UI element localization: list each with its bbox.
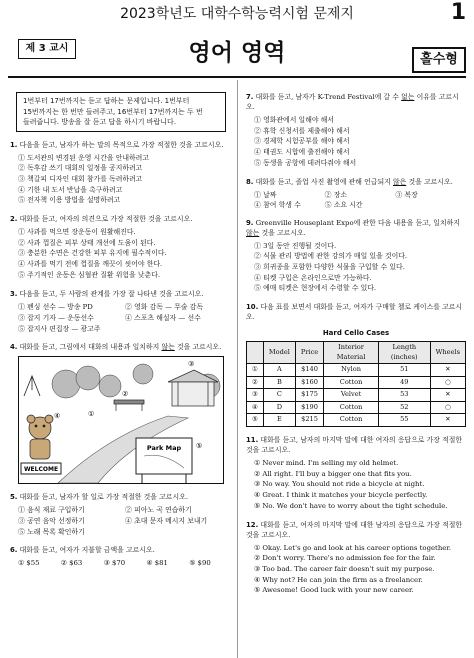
option-1[interactable]: ① $55 (18, 558, 40, 567)
option-5[interactable]: ⑤ Awesome! Good luck with your new career. (254, 586, 414, 595)
question-11: 11. 대화를 듣고, 남자의 마지막 말에 대한 여자의 응답으로 가장 적절한 것을 고르시오. ① Never mind. I'm selling my old helmet. ② All right. I'll buy a bigger one that fits you. ③ No way. You should not ride a bicycle at night. ④ Great. I think it matches your bicycle perfectly. ⑤ No. We don't have to worry about the tight schedule. (246, 435, 466, 512)
question-7: 7. 대화를 듣고, 남자가 K-Trend Festival에 갈 수 없는 이유를 고르시오. ① 영화관에서 일해야 해서 ② 휴학 신청서를 제출해야 해서 ③ 경제학 시험공부를 해야 해서 ④ 태권도 시합에 출전해야 해서 ⑤ 동생을 공항에 데려다줘야 해서 (246, 92, 466, 169)
column-header: Wheels (430, 342, 465, 364)
question-4: 4. 대화를 듣고, 그림에서 대화의 내용과 일치하지 않는 것을 고르시오. WELCOME Park Map ① ② ③ ④ ⑤ (10, 342, 232, 484)
question-2: 2. 대화를 듣고, 여자의 의견으로 가장 적절한 것을 고르시오. ① 사과를 먹으면 장운동이 원활해진다. ② 사과 껍질은 피부 상태 개선에 도움이 된다. ③ 충분한 수면은 건강한 피부 유지에 필수적이다. ④ 사과를 먹기 전에 껍질을 깨끗이 씻어야 한다. ⑤ 주기적인 운동은 심혈관 질환 위험을 낮춘다. (10, 214, 232, 281)
question-stem: 대화를 듣고, 남자가 할 일로 가장 적절한 것을 고르시오. (19, 492, 188, 501)
cello-case-table (246, 341, 466, 427)
subject-title: 영어 영역 (188, 40, 286, 66)
listening-notice: 1번부터 17번까지는 듣고 답하는 문제입니다. 1번부터 15번까지는 한 번만 들려주고, 16번부터 17번까지는 두 번 들려줍니다. 방송을 잘 듣고 답을 하시기 바랍니다. (16, 92, 226, 132)
picture-label-1: ① (88, 409, 95, 418)
option-4[interactable]: ④ $81 (146, 558, 168, 567)
table-row[interactable]: ⑤ E $215 Cotton 55 ✕ (247, 414, 466, 427)
column-divider (237, 80, 238, 658)
picture-label-5: ⑤ (196, 441, 203, 450)
option-5[interactable]: ⑤ 동생을 공항에 데려다줘야 해서 (254, 158, 357, 167)
option-1[interactable]: ① 3일 동안 진행될 것이다. (254, 241, 337, 250)
option-3[interactable]: ③ Too bad. The career fair doesn't suit my purpose. (254, 564, 435, 573)
table-row[interactable]: ③ C $175 Velvet 53 ✕ (247, 389, 466, 402)
option-3[interactable]: ③ 책갈피 디자인 대회 참가를 독려하려고 (18, 174, 143, 183)
park-illustration (18, 356, 228, 484)
option-1[interactable]: ① 날짜 (254, 190, 277, 199)
question-6: 6. 대화를 듣고, 여자가 지불할 금액을 고르시오. ① $55 ② $63 ③ $70 ④ $81 ⑤ $90 (10, 545, 232, 568)
right-column (246, 82, 466, 596)
option-2[interactable]: ② 휴학 신청서를 제출해야 해서 (254, 126, 350, 135)
option-4[interactable]: ④ 티켓 구입은 온라인으로만 가능하다. (254, 273, 372, 282)
question-stem: 대화를 듣고, 여자의 마지막 말에 대한 남자의 응답으로 가장 적절한 것을 고르시오. (246, 520, 463, 539)
option-3[interactable]: ③ 충분한 수면은 건강한 피부 유지에 필수적이다. (18, 249, 167, 258)
exam-title: 2023학년도 대학수학능력시험 문제지 (120, 6, 354, 22)
option-2[interactable]: ② 영화 감독 — 무술 감독 (125, 302, 203, 311)
option-5[interactable]: ⑤ No. We don't have to worry about the tight schedule. (254, 501, 448, 510)
option-3[interactable]: ③ 희귀종을 포함한 다양한 식물을 구입할 수 있다. (254, 262, 405, 271)
column-header: Price (295, 342, 323, 364)
question-8: 8. 대화를 듣고, 졸업 사진 촬영에 관해 언급되지 않은 것을 고르시오. ① 날짜 ② 장소 ③ 복장 ④ 참여 학생 수 ⑤ 소요 시간 (246, 177, 466, 210)
option-4[interactable]: ④ Great. I think it matches your bicycle perfectly. (254, 491, 428, 500)
option-1[interactable]: ① Never mind. I'm selling my old helmet. (254, 459, 399, 467)
question-3: 3. 다음을 듣고, 두 사람의 관계를 가장 잘 나타낸 것을 고르시오. ① 펜싱 선수 — 방송 PD ② 영화 감독 — 무술 감독 ③ 잡지 기자 — 운동선수 ④ 스포츠 해설자 — 선수 ⑤ 잡지사 편집장 — 광고주 (10, 289, 232, 334)
question-stem: 대화를 듣고, 여자의 의견으로 가장 적절한 것을 고르시오. (19, 215, 193, 224)
option-5[interactable]: ⑤ 주기적인 운동은 심혈관 질환 위험을 낮춘다. (18, 270, 161, 279)
page-number: 1 (450, 0, 466, 25)
option-3[interactable]: ③ 경제학 시험공부를 해야 해서 (254, 137, 350, 146)
question-1: 1. 다음을 듣고, 남자가 하는 말의 목적으로 가장 적절한 것을 고르시오. ① 도서관의 변경된 운영 시간을 안내하려고 ② 독후감 쓰기 대회의 일정을 공지하려고 ③ 책갈피 디자인 대회 참가를 독려하려고 ④ 기한 내 도서 반납을 촉구하려고 ⑤ 전자책 이용 방법을 설명하려고 (10, 140, 232, 207)
option-2[interactable]: ② 장소 (324, 190, 348, 199)
option-2[interactable]: ② All right. I'll buy a bigger one that fits you. (254, 469, 412, 478)
table-row[interactable]: ④ D $190 Cotton 52 ○ (247, 401, 466, 414)
option-5[interactable]: ⑤ 노래 목록 확인하기 (18, 527, 85, 536)
option-1[interactable]: ① Okay. Let's go and look at his career options together. (254, 543, 452, 552)
option-4[interactable]: ④ 사과를 먹기 전에 껍질을 깨끗이 씻어야 한다. (18, 260, 163, 269)
header-rule (8, 76, 466, 78)
option-5[interactable]: ⑤ 소요 시간 (324, 200, 363, 209)
question-5: 5. 대화를 듣고, 남자가 할 일로 가장 적절한 것을 고르시오. ① 음식 재료 구입하기 ② 피아노 곡 연습하기 ③ 공연 음악 선정하기 ④ 초대 문자 메시지 보내기 ⑤ 노래 목록 확인하기 (10, 492, 232, 537)
option-3[interactable]: ③ No way. You should not ride a bicycle at night. (254, 480, 425, 489)
form-type-box: 홀수형 (412, 47, 466, 73)
option-1[interactable]: ① 사과를 먹으면 장운동이 원활해진다. (18, 228, 136, 237)
option-4[interactable]: ④ Why not? He can join the firm as a freelancer. (254, 575, 423, 584)
question-stem: 대화를 듣고, 남자의 마지막 말에 대한 여자의 응답으로 가장 적절한 것을 고르시오. (246, 436, 463, 454)
table-title: Hard Cello Cases (322, 329, 390, 338)
option-5[interactable]: ⑤ 전자책 이용 방법을 설명하려고 (18, 196, 121, 205)
option-1[interactable]: ① 펜싱 선수 — 방송 PD (18, 302, 93, 311)
question-stem: 다음을 듣고, 두 사람의 관계를 가장 잘 나타낸 것을 고르시오. (19, 289, 204, 298)
column-header: Interior Material (324, 342, 379, 364)
option-2[interactable]: ② Don't worry. There's no admission fee for the fair. (254, 554, 436, 563)
option-2[interactable]: ② 사과 껍질은 피부 상태 개선에 도움이 된다. (18, 238, 156, 247)
option-3[interactable]: ③ 잡지 기자 — 운동선수 (18, 313, 94, 322)
park-map-sign: Park Map (146, 443, 182, 452)
picture-label-3: ③ (188, 359, 195, 368)
option-4[interactable]: ④ 참여 학생 수 (254, 200, 301, 209)
option-4[interactable]: ④ 기한 내 도서 반납을 촉구하려고 (18, 185, 123, 194)
picture-label-4: ④ (54, 411, 61, 420)
option-5[interactable]: ⑤ 잡지사 편집장 — 광고주 (18, 324, 101, 333)
column-header: Length (inches) (378, 342, 430, 364)
left-column (10, 82, 232, 568)
option-5[interactable]: ⑤ $90 (189, 558, 211, 567)
welcome-sign: WELCOME (23, 465, 59, 473)
question-12: 12. 대화를 듣고, 여자의 마지막 말에 대한 남자의 응답으로 가장 적절한 것을 고르시오. ① Okay. Let's go and look at his career options together. ② Don't worry. There's no admission fee for the fair. ③ Too bad. The career fair doesn't suit my purpose. ④ Why not? He can join the firm as a freelancer. ⑤ Awesome! Good luck with your new career. (246, 520, 466, 597)
option-3[interactable]: ③ 복장 (395, 190, 418, 199)
picture-label-2: ② (122, 389, 129, 398)
question-9: 9. Greenville Houseplant Expo에 관한 다음 내용을 듣고, 일치하지 않는 것을 고르시오. ① 3일 동안 진행될 것이다. ② 식물 관리 방법에 관한 강의가 매일 있을 것이다. ③ 희귀종을 포함한 다양한 식물을 구입할 수 있다. ④ 티켓 구입은 온라인으로만 가능하다. ⑤ 예매 티켓은 현장에서 수령할 수 있다. (246, 218, 466, 295)
option-2[interactable]: ② 피아노 곡 연습하기 (125, 505, 192, 514)
question-stem: 다음 표를 보면서 대화를 듣고, 여자가 구매할 첼로 케이스를 고르시오. (246, 303, 463, 322)
option-4[interactable]: ④ 초대 문자 메시지 보내기 (125, 516, 208, 525)
table-row[interactable]: ② B $160 Cotton 49 ○ (247, 376, 466, 389)
option-2[interactable]: ② 식물 관리 방법에 관한 강의가 매일 있을 것이다. (254, 252, 408, 261)
question-10: 10. 다음 표를 보면서 대화를 듣고, 여자가 구매할 첼로 케이스를 고르시오. Hard Cello Cases Model Price Interior Material Length (inches) Wheels ① A $140 Nylon 51 ✕ ② B $160 Cotton 49 ○ ③ C $175 Velvet 53 ✕ ④ D $190 Cotton 52 ○ ⑤ E $215 Cotton 55 ✕ (246, 302, 466, 427)
column-header: Model (263, 342, 295, 364)
session-box: 제 3 교시 (18, 39, 76, 59)
option-4[interactable]: ④ 스포츠 해설자 — 선수 (125, 313, 201, 322)
question-stem: 대화를 듣고, 여자가 지불할 금액을 고르시오. (19, 545, 155, 554)
option-5[interactable]: ⑤ 예매 티켓은 현장에서 수령할 수 있다. (254, 284, 377, 293)
option-3[interactable]: ③ 공연 음악 선정하기 (18, 516, 85, 525)
option-1[interactable]: ① 음식 재료 구입하기 (18, 505, 85, 514)
question-stem: 다음을 듣고, 남자가 하는 말의 목적으로 가장 적절한 것을 고르시오. (19, 140, 224, 149)
option-4[interactable]: ④ 태권도 시합에 출전해야 해서 (254, 148, 350, 157)
option-1[interactable]: ① 영화관에서 일해야 해서 (254, 116, 335, 124)
option-2[interactable]: ② 독후감 쓰기 대회의 일정을 공지하려고 (18, 164, 143, 173)
option-3[interactable]: ③ $70 (103, 558, 126, 567)
table-row[interactable]: ① A $140 Nylon 51 ✕ (247, 364, 466, 377)
option-2[interactable]: ② $63 (60, 558, 83, 567)
option-1[interactable]: ① 도서관의 변경된 운영 시간을 안내하려고 (18, 153, 149, 162)
